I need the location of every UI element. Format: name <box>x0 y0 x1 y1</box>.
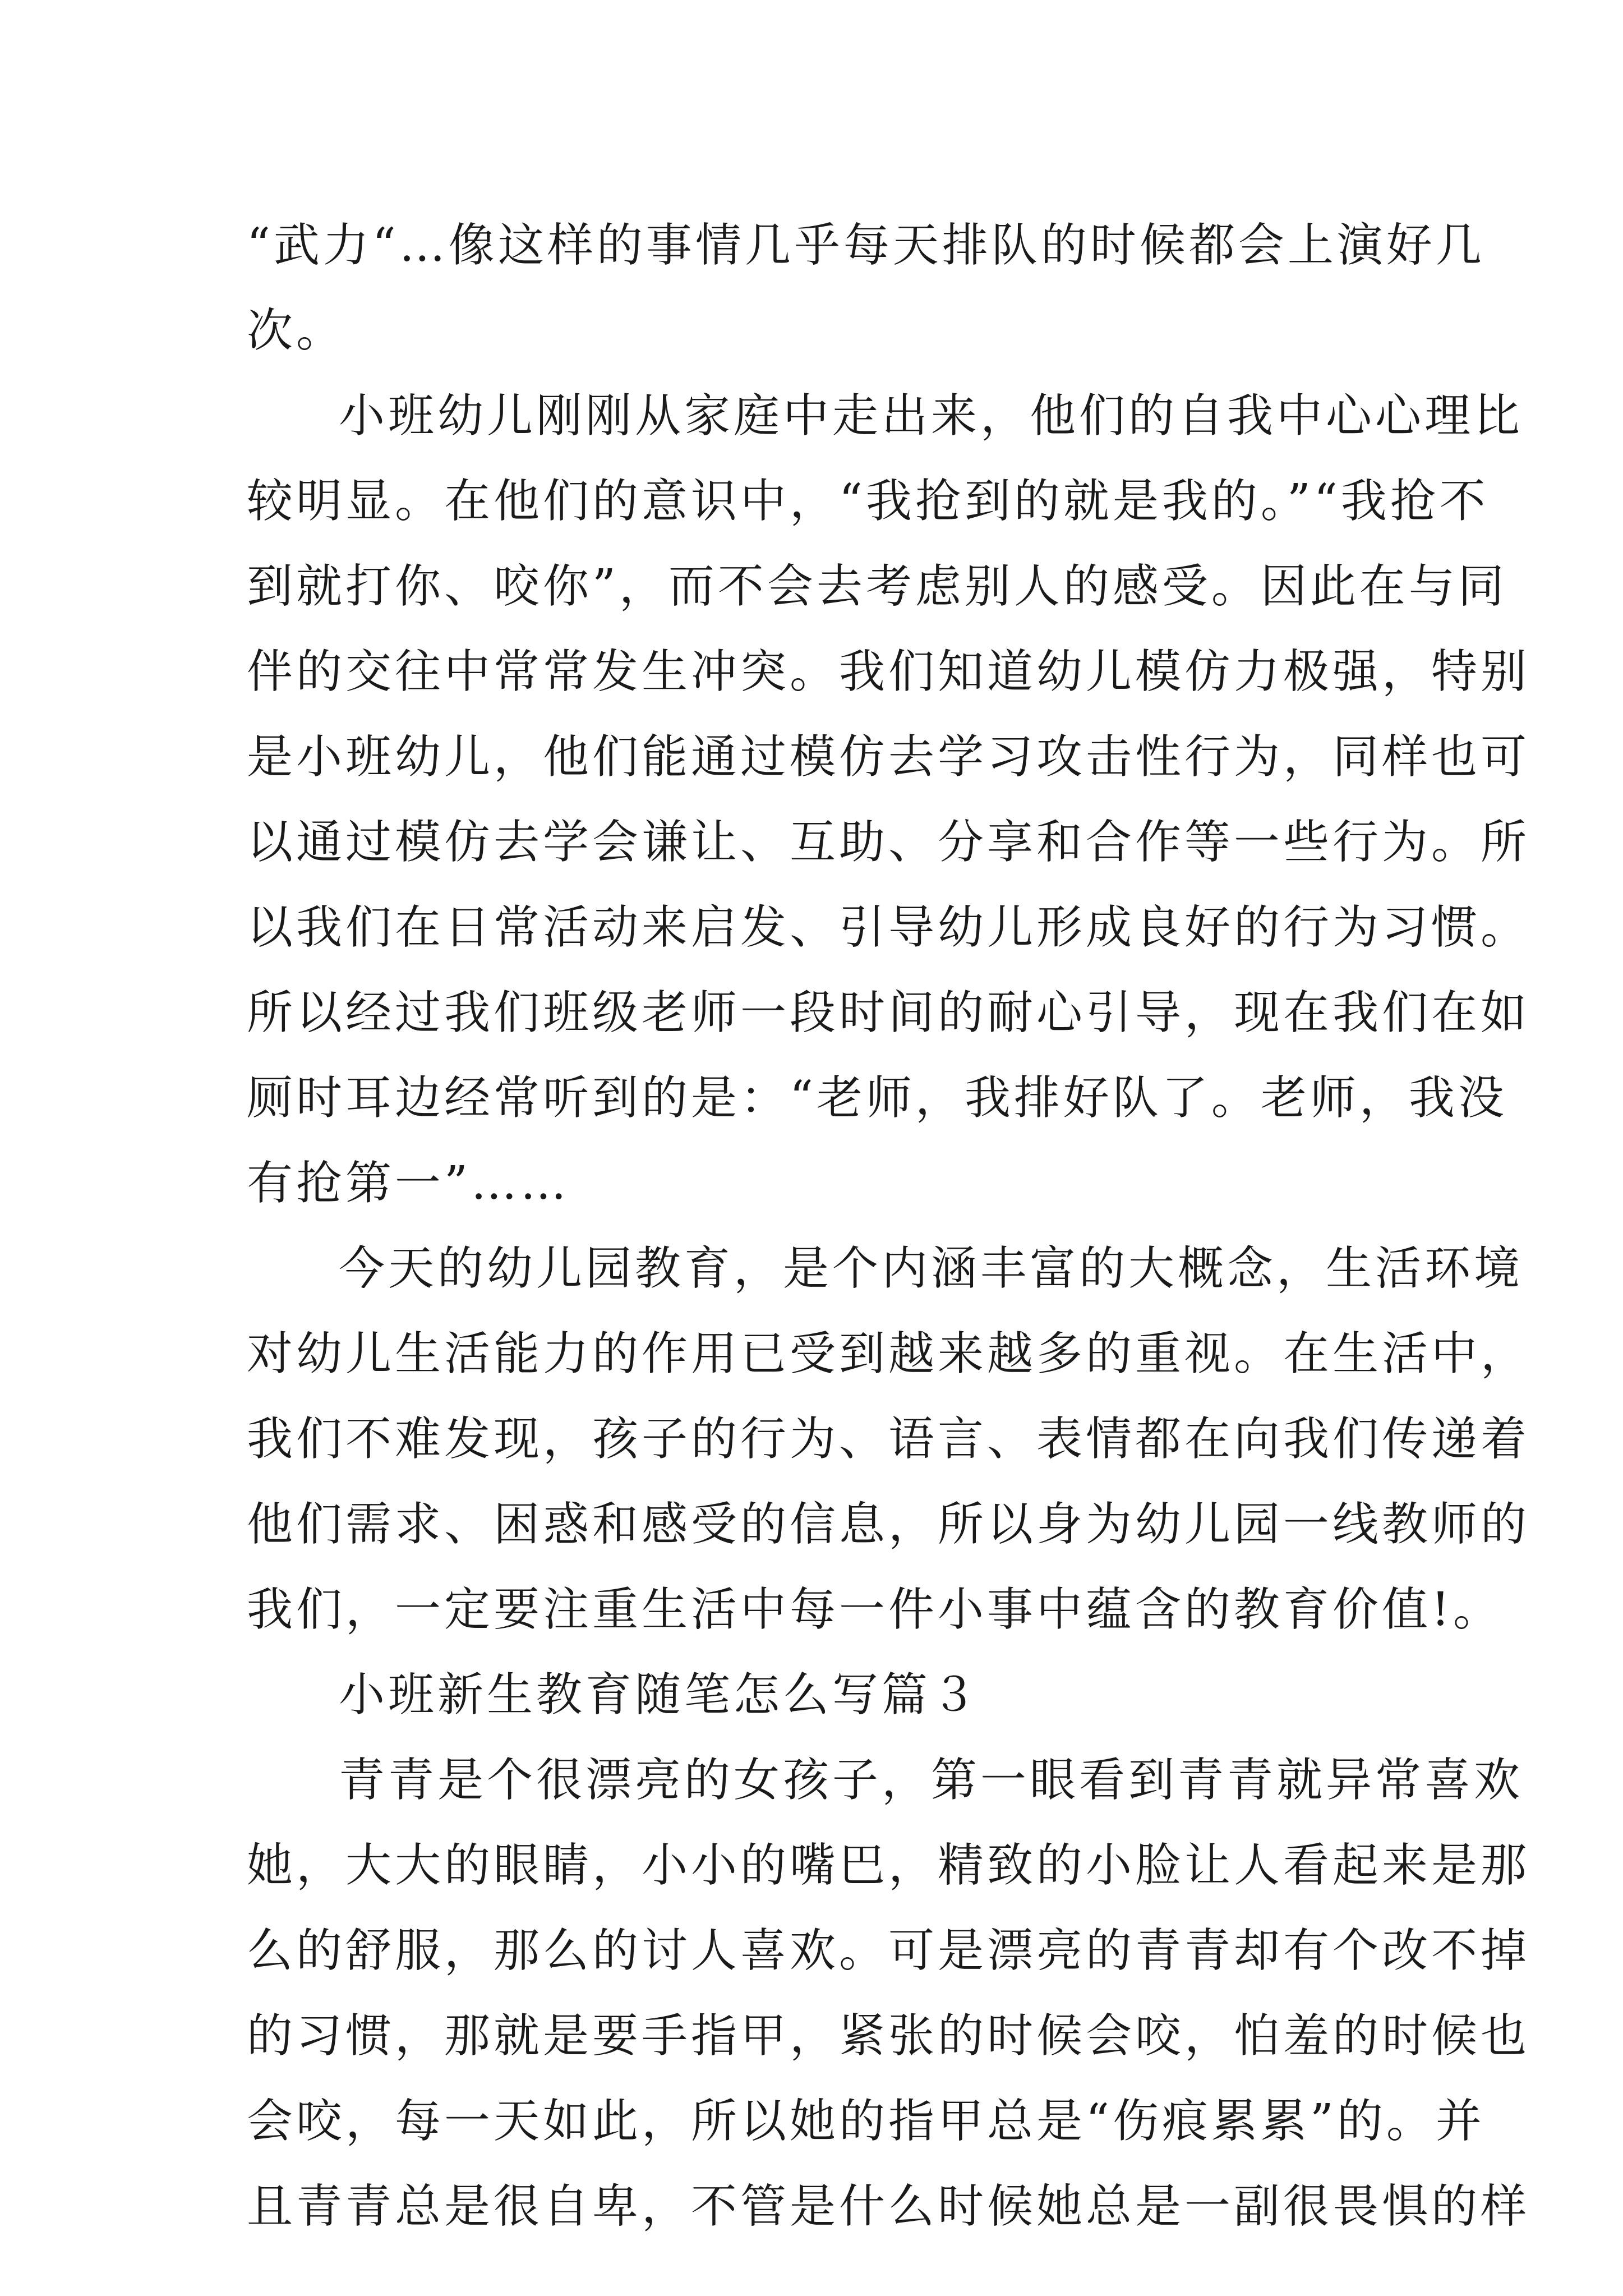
text-line: 所以经过我们班级老师一段时间的耐心引导，现在我们在如 <box>247 986 1530 1039</box>
text-line: “武力“…像这样的事情几乎每天排队的时候都会上演好几 <box>247 219 1485 272</box>
text-line: 他们需求、困惑和感受的信息，所以身为幼儿园一线教师的 <box>247 1498 1530 1551</box>
text-line: 的习惯，那就是要手指甲，紧张的时候会咬，怕羞的时候也 <box>247 2009 1530 2063</box>
text-line: 么的舒服，那么的讨人喜欢。可是漂亮的青青却有个改不掉 <box>247 1924 1530 1977</box>
text-line: 次。 <box>247 304 346 357</box>
text-line: 到就打你、咬你”，而不会去考虑别人的感受。因此在与同 <box>247 560 1507 613</box>
text-line: 以通过模仿去学会谦让、互助、分享和合作等一些行为。所 <box>247 816 1530 869</box>
text-line: 且青青总是很自卑，不管是什么时候她总是一副很畏惧的样 <box>247 2180 1530 2233</box>
text-line: 我们不难发现，孩子的行为、语言、表情都在向我们传递着 <box>247 1412 1530 1466</box>
text-line: 今天的幼儿园教育，是个内涵丰富的大概念，生活环境 <box>339 1242 1524 1295</box>
text-line: 小班幼儿刚刚从家庭中走出来，他们的自我中心心理比 <box>339 389 1524 443</box>
text-line: 较明显。在他们的意识中，“我抢到的就是我的。”“我抢不 <box>247 475 1489 528</box>
text-line: 伴的交往中常常发生冲突。我们知道幼儿模仿力极强，特别 <box>247 645 1530 698</box>
text-line: 会咬，每一天如此，所以她的指甲总是“伤痕累累”的。并 <box>247 2095 1485 2148</box>
text-line: 厕时耳边经常听到的是：“老师，我排好队了。老师，我没 <box>247 1071 1507 1125</box>
text-line: 对幼儿生活能力的作用已受到越来越多的重视。在生活中， <box>247 1327 1530 1381</box>
text-line: 我们，一定要注重生活中每一件小事中蕴含的教育价值!。 <box>247 1583 1502 1636</box>
section-heading: 小班新生教育随笔怎么写篇３ <box>339 1668 981 1722</box>
text-line: 她，大大的眼睛，小小的嘴巴，精致的小脸让人看起来是那 <box>247 1839 1530 1892</box>
text-line: 青青是个很漂亮的女孩子，第一眼看到青青就异常喜欢 <box>339 1754 1524 1807</box>
body-text <box>247 203 1530 2249</box>
text-line: 是小班幼儿，他们能通过模仿去学习攻击性行为，同样也可 <box>247 730 1530 784</box>
text-line: 有抢第一”…… <box>247 1157 570 1210</box>
text-line: 以我们在日常活动来启发、引导幼儿形成良好的行为习惯。 <box>247 901 1530 954</box>
